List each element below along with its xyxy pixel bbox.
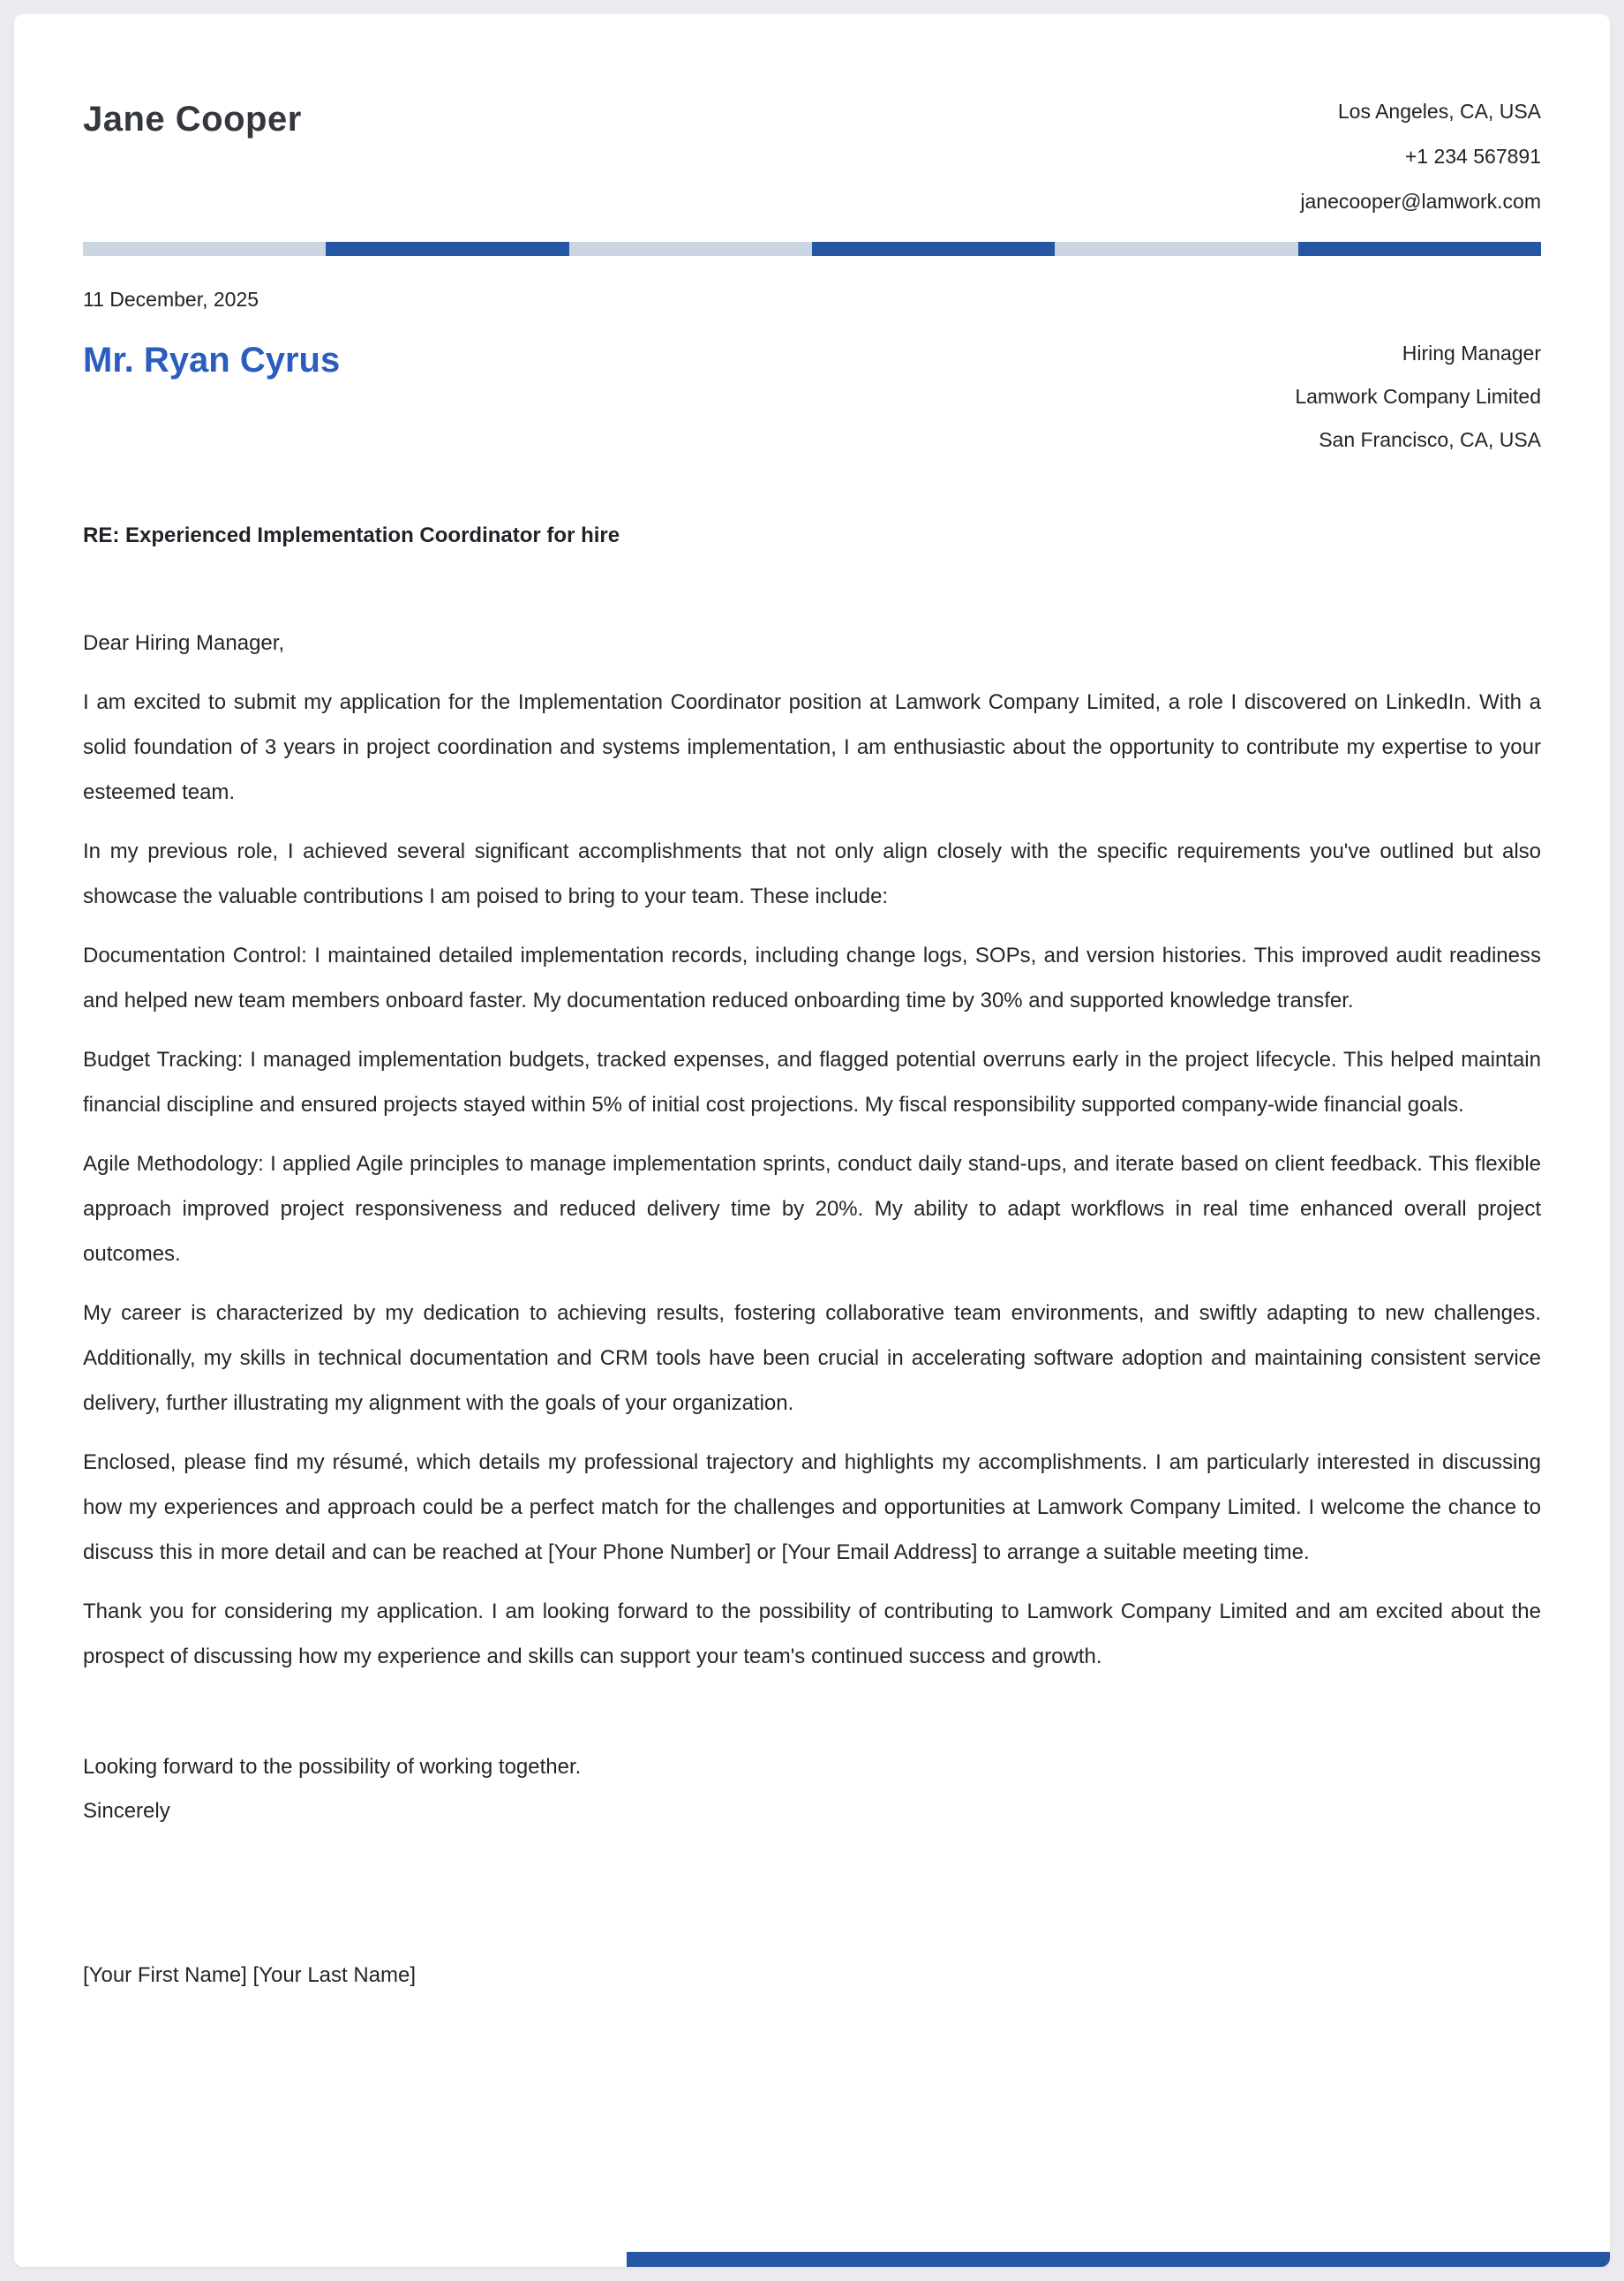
- closing-line: Looking forward to the possibility of working together.: [83, 1755, 582, 1779]
- divider-segment: [1298, 242, 1541, 256]
- divider-segment: [569, 242, 812, 256]
- recipient-location: San Francisco, CA, USA: [1319, 428, 1541, 451]
- body-paragraph: Budget Tracking: I managed implementation budgets, tracked expenses, and flagged potential overruns early in the project lifecycle. This helped maintain financial discipline and ensured projects stayed within 5% of initial cost projections. My fiscal responsibility supported company-wide financial goals.: [83, 1048, 1541, 1117]
- body-paragraph: In my previous role, I achieved several significant accomplishments that not only align closely with the specific requirements you've outlined but also showcase the valuable contributions I am poised to bring to your team. These include:: [83, 839, 1541, 908]
- cover-letter-page: [14, 14, 1610, 2267]
- sender-phone: +1 234 567891: [1404, 145, 1541, 168]
- closing-block: [83, 1745, 1541, 1833]
- body-paragraph: I am excited to submit my application for the Implementation Coordinator position at Lamwork Company Limited, a role I discovered on LinkedIn. With a solid foundation of 3 years in project coordination and systems implementation, I am enthusiastic about the opportunity to contribute my expertise to your esteemed team.: [83, 690, 1541, 804]
- sender-contact-block: [1300, 89, 1541, 224]
- body-paragraph: My career is characterized by my dedication to achieving results, fostering collaborative team environments, and swiftly adapting to new challenges. Additionally, my skills in technical documentation and CRM tools have been crucial in accelerating software adoption and maintaining consistent service delivery, further illustrating my alignment with the goals of your organization.: [83, 1301, 1541, 1415]
- recipient-title: Hiring Manager: [1402, 342, 1541, 365]
- body-paragraph: Documentation Control: I maintained detailed implementation records, including change logs, SOPs, and version histories. This improved audit readiness and helped new team members onboard faster. My documentation reduced onboarding time by 30% and supported knowledge transfer.: [83, 944, 1541, 1013]
- divider-segment: [83, 242, 326, 256]
- body-paragraph: Enclosed, please find my résumé, which details my professional trajectory and highlights my accomplishments. I am particularly interested in discussing how my experiences and approach could be a perfect match for the challenges and opportunities at Lamwork Company Limited. I welcome the chance to discuss this in more detail and can be reached at [Your Phone Number] or [Your Email Address] to arrange a suitable meeting time.: [83, 1450, 1541, 1564]
- body-paragraph: Thank you for considering my application. I am looking forward to the possibility of contributing to Lamwork Company Limited and am excited about the prospect of discussing how my experience and skills can support your team's continued success and growth.: [83, 1600, 1541, 1668]
- body-paragraph: Agile Methodology: I applied Agile principles to manage implementation sprints, conduct daily stand-ups, and iterate based on client feedback. This flexible approach improved project responsiveness and reduced delivery time by 20%. My ability to adapt workflows in real time enhanced overall project outcomes.: [83, 1152, 1541, 1266]
- signature-placeholder: [Your First Name] [Your Last Name]: [83, 1963, 417, 1987]
- footer-bar: [14, 2252, 1610, 2267]
- salutation: Dear Hiring Manager,: [83, 631, 285, 655]
- divider-segment: [326, 242, 568, 256]
- subject-line: RE: Experienced Implementation Coordinator for hire: [83, 523, 620, 547]
- recipient-company: Lamwork Company Limited: [1295, 385, 1541, 408]
- divider-segment: [812, 242, 1055, 256]
- recipient-details-block: [1295, 332, 1541, 462]
- signoff: Sincerely: [83, 1799, 170, 1823]
- letter-body: [83, 680, 1541, 1679]
- recipient-name: Mr. Ryan Cyrus: [83, 341, 341, 380]
- sender-name: Jane Cooper: [83, 100, 302, 139]
- letter-date: 11 December, 2025: [83, 288, 259, 311]
- footer-accent-segment: [627, 2252, 1610, 2267]
- divider-segment: [1055, 242, 1297, 256]
- decorative-divider-bar: [83, 242, 1541, 256]
- recipient-row: [83, 339, 1541, 462]
- sender-location: Los Angeles, CA, USA: [1337, 100, 1541, 123]
- letter-header: [83, 98, 1541, 224]
- sender-email: janecooper@lamwork.com: [1300, 190, 1541, 213]
